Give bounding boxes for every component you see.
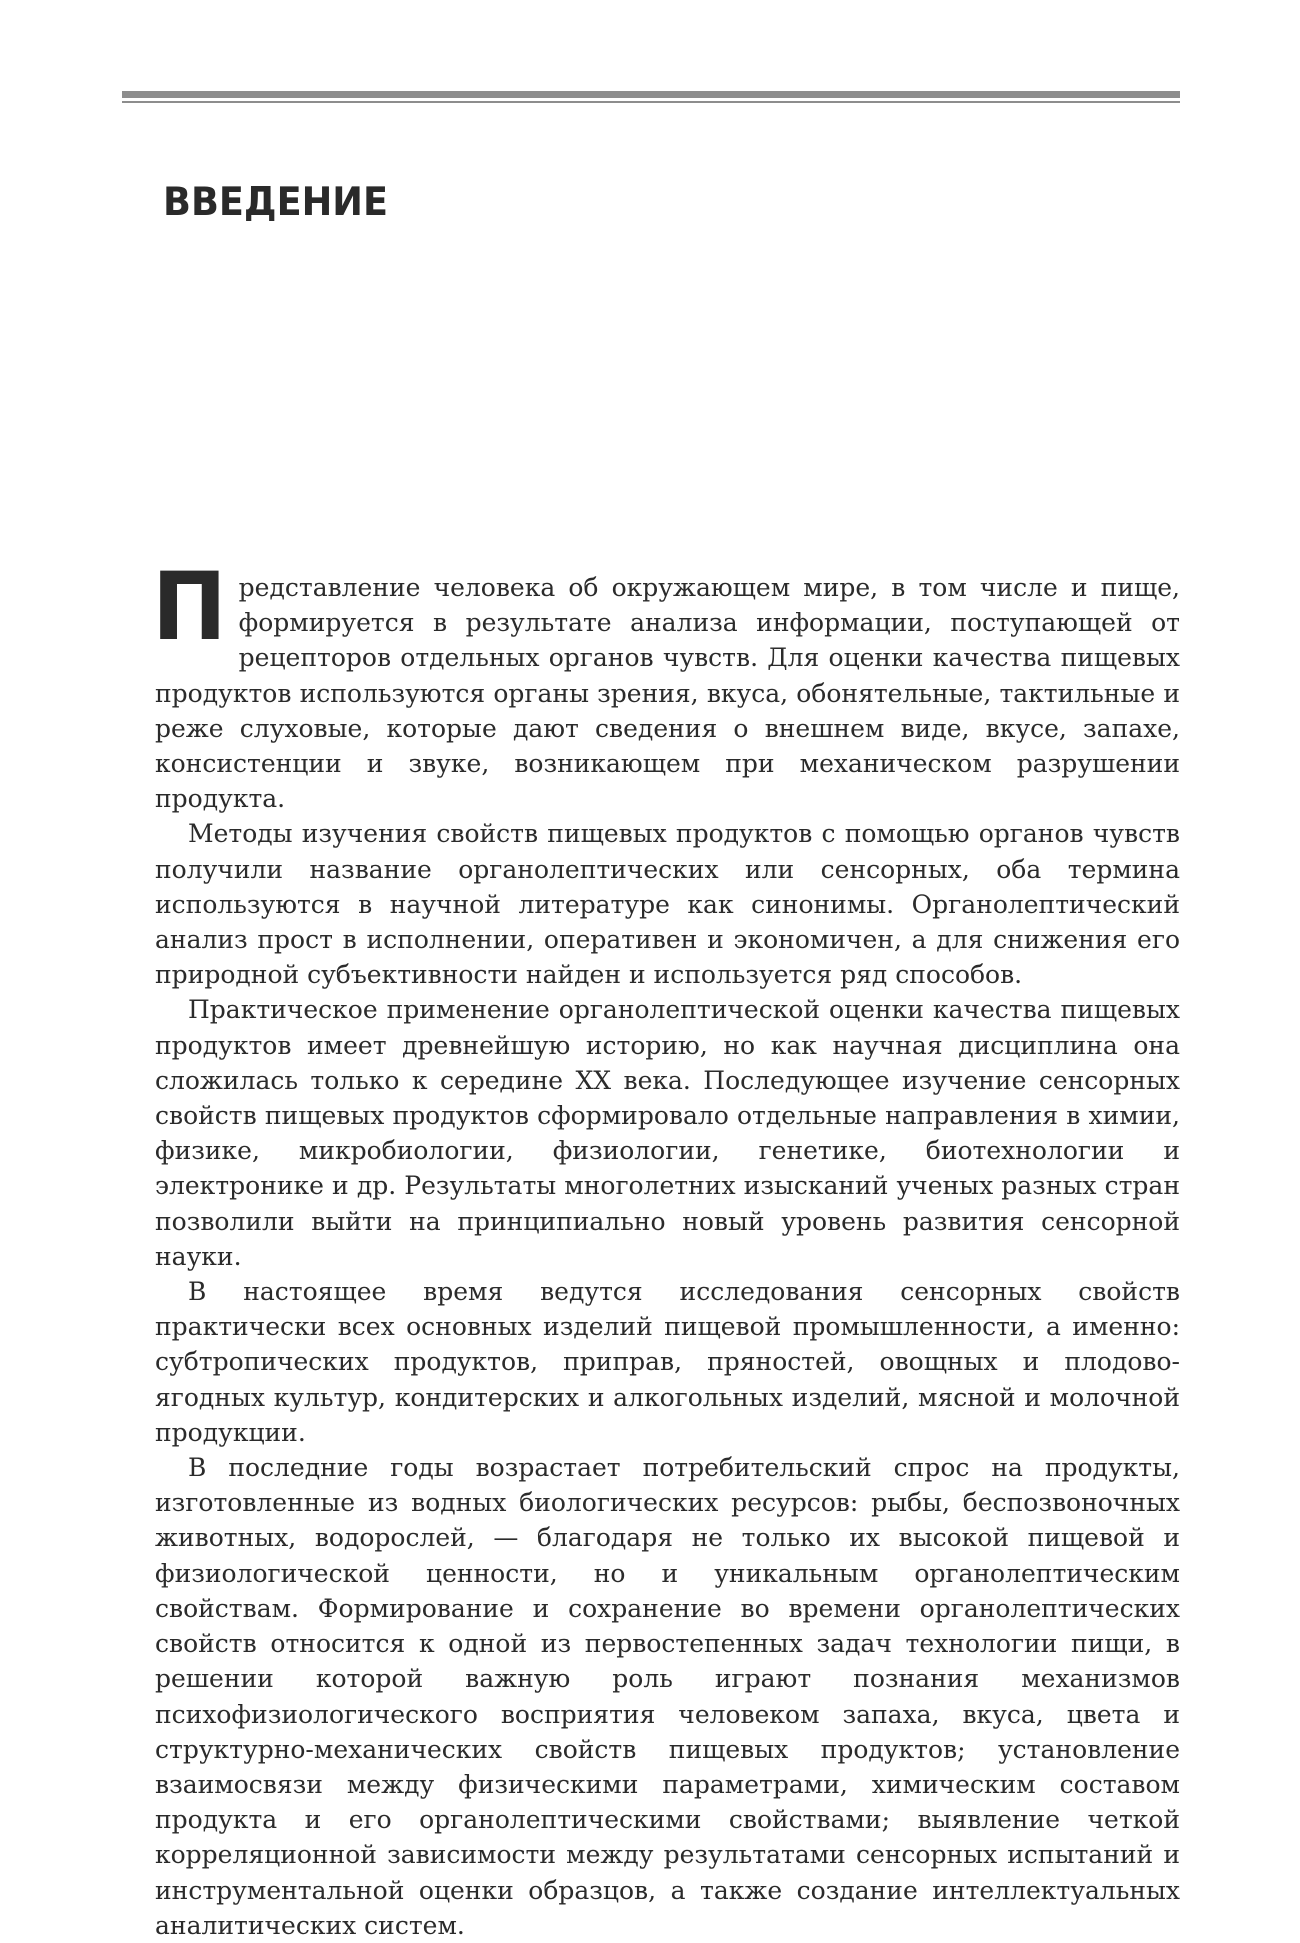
paragraph-1 [152,553,1180,816]
paragraph-2: Методы изучения свойств пищевых продуктов с помощью органов чувств получили название органолептических или сенсорных, оба термина используются в научной литературе как синонимы. Органолептический анализ прост в исполнении, оперативен и экономичен, а для снижения его природной субъективности найден и используется ряд способов. [155,819,1180,990]
paragraph-3: Практическое применение органолептической оценки качества пищевых продуктов имеет древнейшую историю, но как научная дисциплина она сложилась только к середине XX века. Последующее изучение сенсорных свойств пищевых продуктов сформировало отдельные направления в химии, физике, микробиологии, физиологии, генетике, биотехнологии и электронике и др. Результаты многолетних изысканий ученых разных стран позволили выйти на принципиально новый уровень развития сенсорной науки. [155,995,1180,1271]
header-rule-thin [122,101,1180,103]
header-rule [122,91,1180,103]
body-text [152,553,1180,1943]
paragraph-4: В настоящее время ведутся исследования сенсорных свойств практически всех основных изделий пищевой промышленности, а именно: субтропических продуктов, приправ, пряностей, овощных и плодово-ягодных культур, кондитерских и алкогольных изделий, мясной и молочной продукции. [155,1277,1180,1447]
chapter-title: ВВЕДЕНИЕ [163,180,389,225]
paragraph-5: В последние годы возрастает потребительский спрос на продукты, изготовленные из водных биологических ресурсов: рыбы, беспозвоночных животных, водорослей, — благодаря не только их высокой пищевой и физиологической ценности, но и уникальным органолептическим свойствам. Формирование и сохранение во времени органолептических свойств относится к одной из первостепенных задач технологии пищи, в решении которой важную роль играют познания механизмов психофизиологического восприятия человеком запаха, вкуса, цвета и структурно-механических свойств пищевых продуктов; установление взаимосвязи между физическими параметрами, химическим составом продукта и его органолептическими свойствами; выявление четкой корреляционной зависимости между результатами сенсорных испытаний и инструментальной оценки образцов, а также создание интеллектуальных аналитических систем. [155,1453,1180,1940]
paragraph-1-text: редставление человека об окружающем мире, в том числе и пище, формируется в результате анализа информации, поступающей от рецепторов отдельных органов чувств. Для оценки качества пищевых продуктов используются органы зрения, вкуса, обонятельные, тактильные и реже слуховые, которые дают сведения о внешнем виде, вкусе, запахе, консистенции и звуке, возникающем при механическом разрушении продукта. [155,573,1180,814]
dropcap-letter: П [152,553,227,662]
header-rule-thick [122,91,1180,98]
